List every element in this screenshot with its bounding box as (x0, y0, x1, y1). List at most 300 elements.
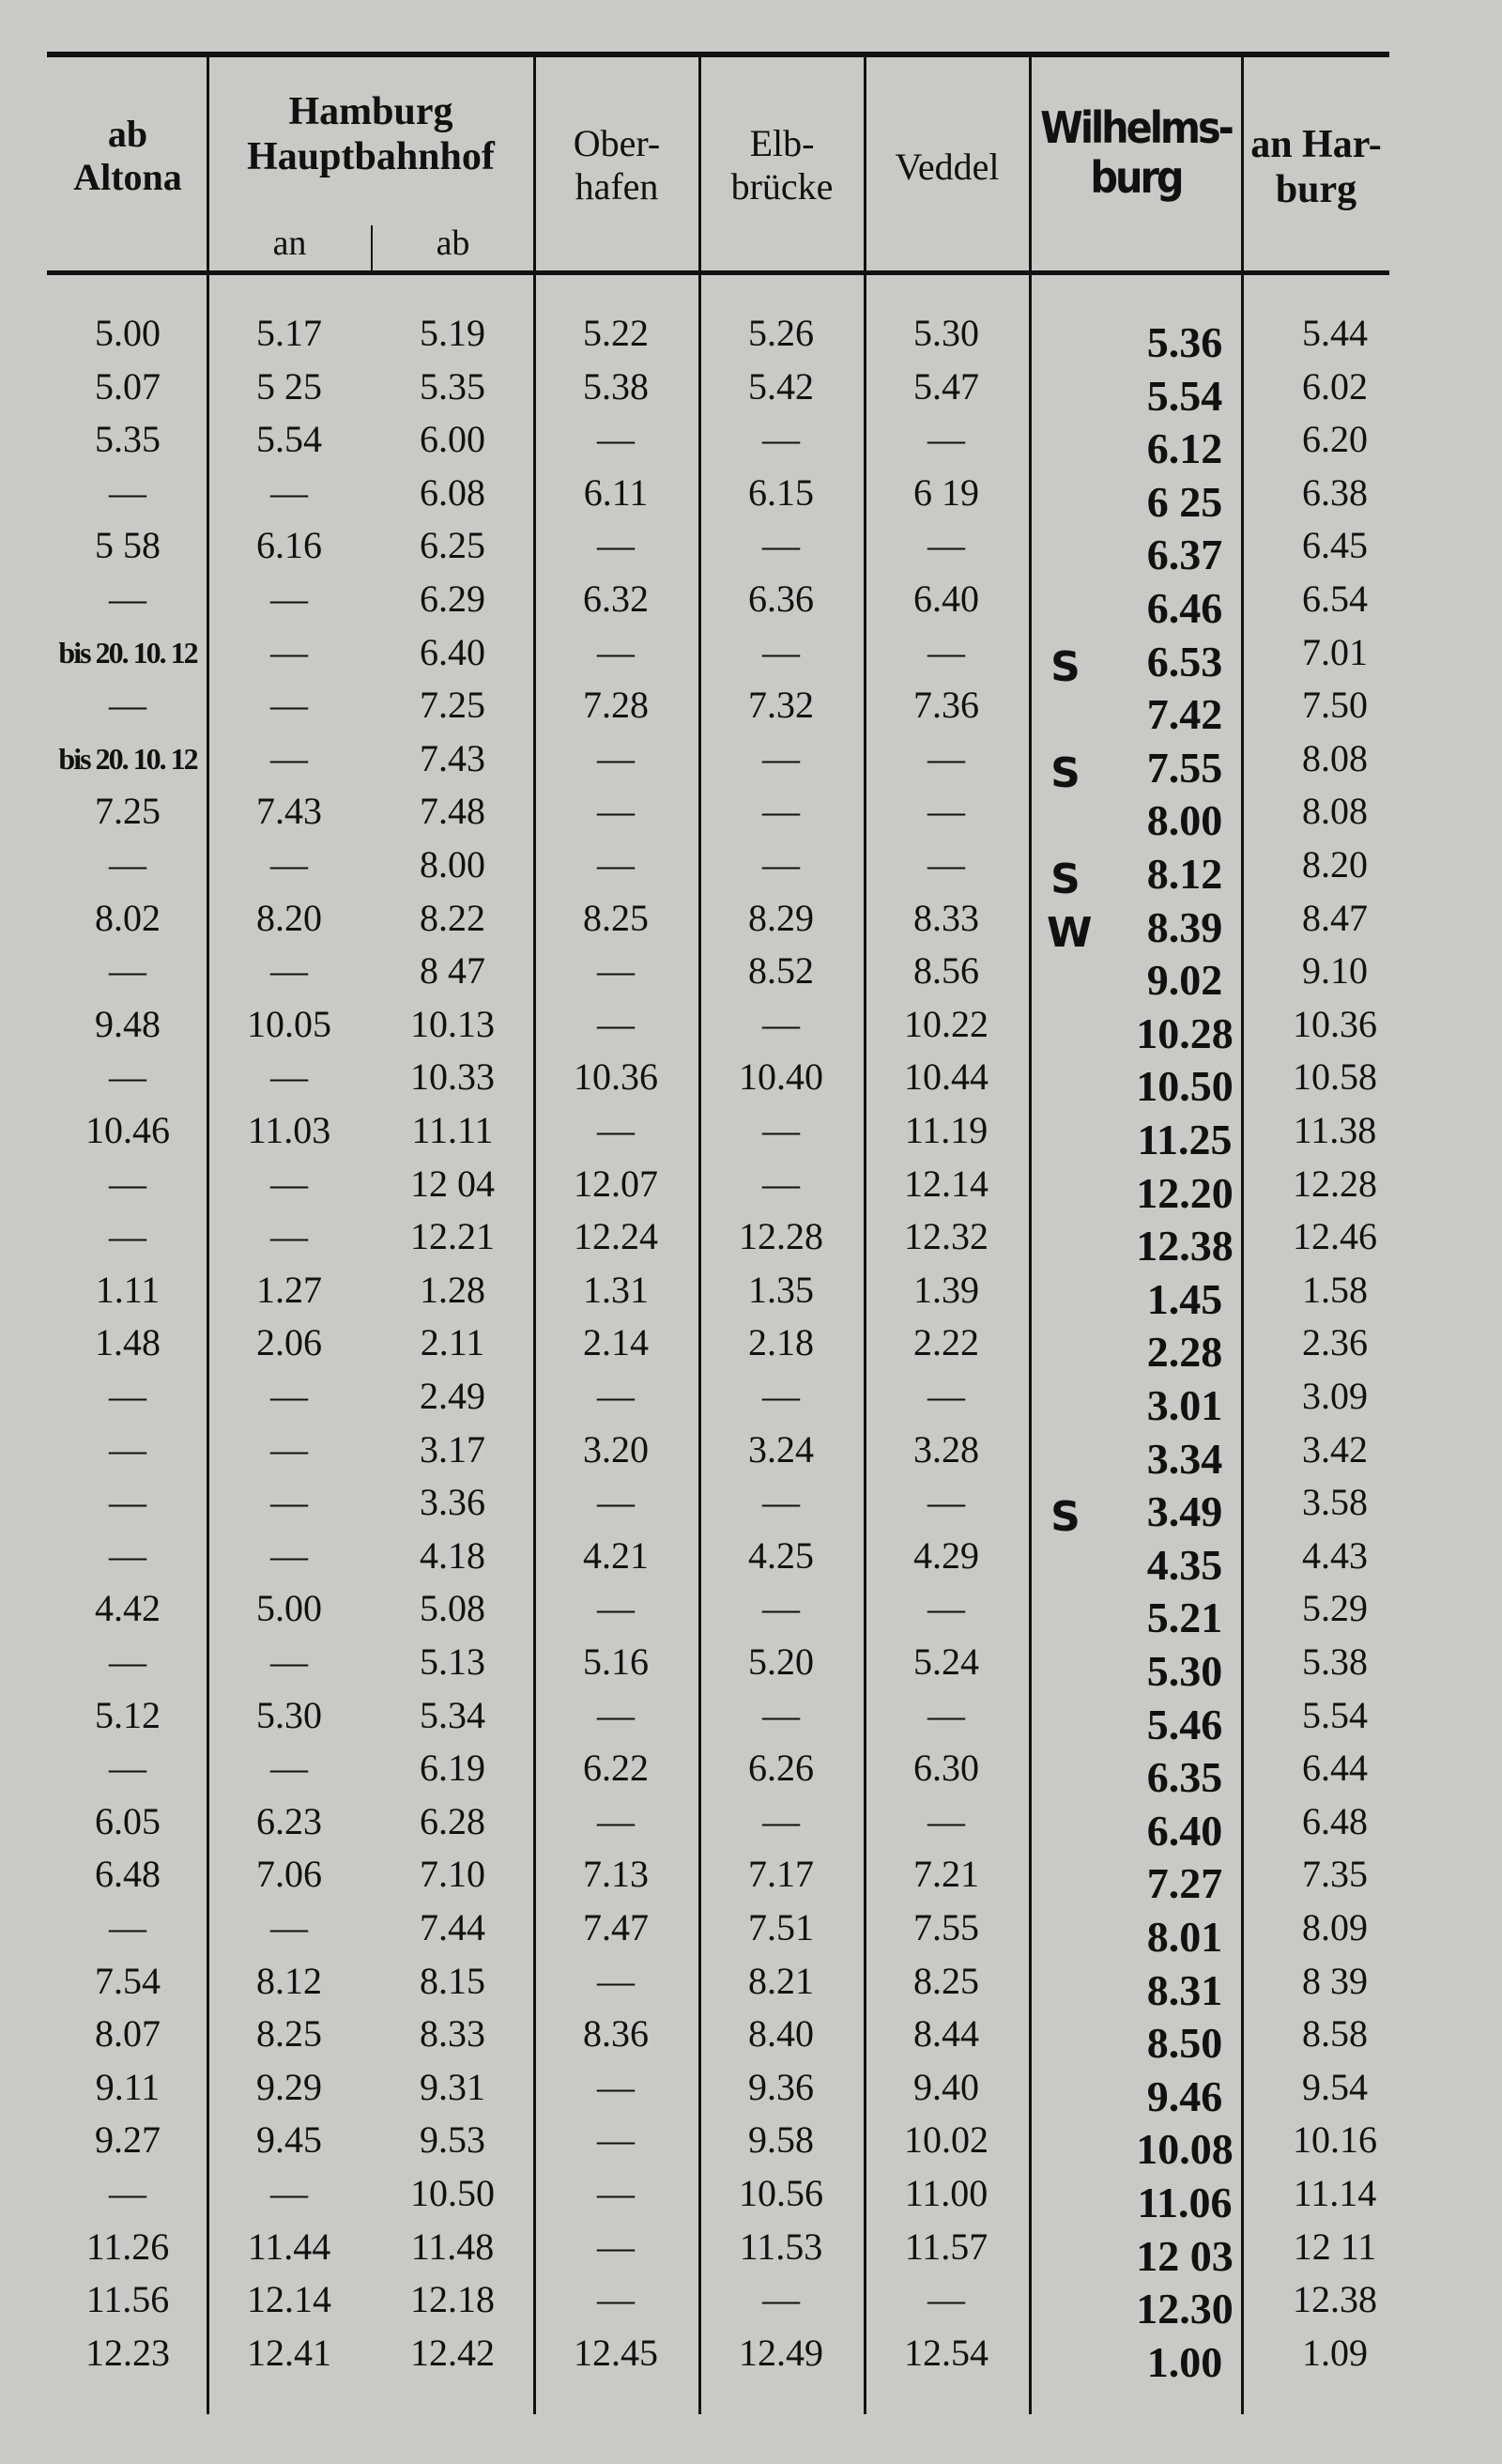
time-wilhelmsburg: 8.12 (1146, 850, 1223, 898)
service-mark-w: W (1047, 908, 1093, 957)
time-harburg: 9.54 (1302, 2065, 1368, 2108)
time-harburg: 8.58 (1302, 2012, 1368, 2056)
time-hbf-an: 9.45 (256, 2118, 322, 2162)
time-hbf-ab: 9.31 (420, 2065, 485, 2108)
time-hbf-ab: 6.25 (420, 524, 485, 567)
time-oberhafen: — (597, 630, 635, 673)
time-altona: 10.46 (85, 1109, 170, 1151)
time-harburg: 5.38 (1302, 1640, 1368, 1683)
time-hbf-ab: 6.40 (420, 630, 485, 673)
time-harburg: 8.20 (1302, 843, 1368, 886)
time-veddel: — (927, 1481, 965, 1524)
time-hbf-ab: 9.53 (420, 2118, 485, 2162)
time-wilhelmsburg: 4.35 (1146, 1540, 1223, 1589)
time-altona: 5 58 (95, 524, 161, 567)
time-hbf-ab: 6.08 (420, 470, 485, 514)
time-oberhafen: 8.36 (583, 2012, 649, 2056)
time-oberhafen: — (597, 524, 635, 567)
time-harburg: 6.48 (1302, 1799, 1368, 1842)
time-altona: — (109, 843, 146, 886)
time-elbbruecke: — (762, 1799, 800, 1842)
time-wilhelmsburg: 8.01 (1146, 1913, 1223, 1961)
time-hbf-an: — (270, 684, 308, 727)
time-altona: 8.07 (95, 2012, 161, 2056)
time-hbf-ab: 8.22 (420, 896, 485, 939)
time-hbf-an: 8.25 (256, 2012, 322, 2056)
time-elbbruecke: — (762, 630, 800, 673)
time-hbf-an: — (270, 949, 308, 993)
time-wilhelmsburg: 10.28 (1136, 1009, 1234, 1057)
time-veddel: — (927, 843, 965, 886)
time-hbf-an: 12.41 (247, 2331, 331, 2374)
time-wilhelmsburg: 6.35 (1146, 1753, 1223, 1802)
time-altona: 5.35 (95, 418, 161, 461)
time-harburg: 6.02 (1302, 364, 1368, 408)
time-hbf-ab: 6.19 (420, 1747, 485, 1790)
time-hbf-an: 11.44 (247, 2225, 331, 2268)
time-harburg: 1.58 (1302, 1268, 1368, 1311)
time-hbf-an: 9.29 (256, 2065, 322, 2108)
time-oberhafen: 6.22 (583, 1747, 649, 1790)
time-wilhelmsburg: 5.54 (1146, 371, 1223, 420)
time-harburg: 6.45 (1302, 524, 1368, 567)
time-harburg: 11.14 (1293, 2172, 1377, 2214)
time-altona: 11.56 (85, 2278, 170, 2321)
time-veddel: 4.29 (913, 1533, 979, 1577)
time-harburg: 12.28 (1293, 1162, 1377, 1205)
time-oberhafen: — (597, 1587, 635, 1630)
time-hbf-an: — (270, 843, 308, 886)
time-hbf-an: 5.54 (256, 418, 322, 461)
time-veddel: — (927, 790, 965, 833)
time-elbbruecke: 12.49 (739, 2331, 823, 2374)
time-harburg: 8.09 (1302, 1906, 1368, 1948)
time-altona: 9.48 (95, 1002, 161, 1045)
time-wilhelmsburg: 12.38 (1136, 1222, 1234, 1270)
time-altona: — (109, 1747, 146, 1790)
time-veddel: 8.44 (913, 2012, 979, 2056)
time-veddel: 12.54 (904, 2331, 989, 2374)
time-harburg: 11.38 (1293, 1109, 1377, 1151)
time-wilhelmsburg: 3.49 (1146, 1487, 1223, 1536)
time-hbf-ab: 5.34 (420, 1693, 485, 1736)
time-altona: bis 20. 10. 12 (58, 741, 197, 776)
time-harburg: 5.54 (1302, 1693, 1368, 1736)
time-hbf-ab: 5.13 (420, 1640, 485, 1683)
time-veddel: 6.30 (913, 1747, 979, 1790)
time-hbf-an: 1.27 (256, 1268, 322, 1311)
time-wilhelmsburg: 8.50 (1146, 2019, 1223, 2068)
time-elbbruecke: — (762, 790, 800, 833)
time-harburg: 7.01 (1302, 630, 1368, 673)
time-hbf-ab: 7.25 (420, 684, 485, 727)
time-oberhafen: — (597, 1959, 635, 2002)
header-veddel: Veddel (895, 146, 1000, 188)
time-elbbruecke: 5.20 (748, 1640, 814, 1683)
time-veddel: 12.14 (904, 1162, 989, 1205)
time-wilhelmsburg: 9.46 (1146, 2071, 1223, 2120)
time-elbbruecke: 4.25 (748, 1533, 814, 1577)
time-wilhelmsburg: 12.20 (1136, 1168, 1234, 1217)
time-hbf-ab: 11.11 (411, 1109, 494, 1151)
time-elbbruecke: 6.15 (748, 470, 814, 514)
time-veddel: — (927, 1799, 965, 1842)
time-hbf-an: — (270, 2172, 308, 2214)
time-altona: — (109, 1640, 146, 1683)
time-wilhelmsburg: 11.25 (1137, 1116, 1233, 1163)
header-hamburg: Hamburg Hauptbahnhof (247, 90, 495, 179)
time-hbf-ab: 1.28 (420, 1268, 485, 1311)
time-altona: — (109, 1375, 146, 1417)
time-veddel: 8.25 (913, 1959, 979, 2002)
time-hbf-ab: 10.50 (410, 2172, 495, 2214)
time-hbf-an: — (270, 1375, 308, 1417)
header-altona: ab Altona (73, 113, 182, 198)
time-oberhafen: 1.31 (583, 1268, 649, 1311)
time-hbf-ab: 5.19 (420, 312, 485, 354)
time-altona: — (109, 1162, 146, 1205)
time-hbf-an: — (270, 1162, 308, 1205)
time-harburg: 6.54 (1302, 578, 1368, 620)
time-hbf-ab: 7.10 (420, 1853, 485, 1896)
time-wilhelmsburg: 10.50 (1136, 1062, 1234, 1111)
time-harburg: 12 11 (1293, 2225, 1377, 2268)
time-harburg: 8.08 (1302, 736, 1368, 779)
time-veddel: — (927, 418, 965, 461)
time-elbbruecke: 12.28 (739, 1215, 823, 1258)
time-hbf-ab: 6.00 (420, 418, 485, 461)
time-wilhelmsburg: 8.00 (1146, 796, 1223, 845)
time-hbf-ab: 10.13 (410, 1002, 495, 1045)
time-elbbruecke: 7.17 (748, 1853, 814, 1896)
time-hbf-an: 5.17 (256, 312, 322, 354)
time-harburg: 8 39 (1302, 1959, 1368, 2002)
time-hbf-an: 5 25 (256, 364, 322, 408)
time-veddel: 7.21 (913, 1853, 979, 1896)
time-elbbruecke: 7.32 (748, 684, 814, 727)
time-hbf-ab: 8.15 (420, 1959, 485, 2002)
time-harburg: 7.35 (1302, 1853, 1368, 1896)
time-veddel: 6 19 (913, 470, 979, 514)
time-wilhelmsburg: 5.36 (1146, 318, 1223, 366)
time-oberhafen: — (597, 2118, 635, 2162)
col-divider (1029, 57, 1032, 2414)
time-elbbruecke: — (762, 1481, 800, 1524)
time-oberhafen: — (597, 1799, 635, 1842)
time-altona: 5.12 (95, 1693, 161, 1736)
time-altona: 7.54 (95, 1959, 161, 2002)
time-hbf-an: 10.05 (247, 1002, 331, 1045)
time-wilhelmsburg: 5.30 (1146, 1647, 1223, 1695)
time-elbbruecke: — (762, 524, 800, 567)
time-hbf-ab: 2.11 (420, 1321, 485, 1364)
time-elbbruecke: — (762, 1375, 800, 1417)
time-elbbruecke: — (762, 1002, 800, 1045)
time-harburg: 5.29 (1302, 1587, 1368, 1630)
time-hbf-ab: 5.35 (420, 364, 485, 408)
time-harburg: 6.20 (1302, 418, 1368, 461)
time-wilhelmsburg: 7.27 (1146, 1859, 1223, 1908)
time-veddel: 6.40 (913, 578, 979, 620)
time-altona: 7.25 (95, 790, 161, 833)
time-altona: — (109, 684, 146, 727)
header-hamburg-an: an (272, 223, 307, 263)
time-wilhelmsburg: 5.21 (1146, 1594, 1223, 1642)
time-hbf-ab: 6.28 (420, 1799, 485, 1842)
time-altona: — (109, 1215, 146, 1258)
time-veddel: — (927, 2278, 965, 2321)
time-veddel: 9.40 (913, 2065, 979, 2108)
time-oberhafen: 12.24 (574, 1215, 658, 1258)
time-hbf-an: — (270, 1215, 308, 1258)
time-elbbruecke: — (762, 1693, 800, 1736)
time-wilhelmsburg: 7.55 (1146, 743, 1223, 792)
time-harburg: 2.36 (1302, 1321, 1368, 1364)
time-wilhelmsburg: 5.46 (1146, 1700, 1223, 1748)
time-altona: 1.48 (95, 1321, 161, 1364)
time-veddel: 1.39 (913, 1268, 979, 1311)
time-wilhelmsburg: 6.46 (1146, 584, 1223, 632)
time-hbf-an: — (270, 1640, 308, 1683)
time-harburg: 3.42 (1302, 1427, 1368, 1471)
time-hbf-ab: 12.42 (410, 2331, 495, 2374)
time-hbf-an: — (270, 1533, 308, 1577)
time-wilhelmsburg: 1.45 (1146, 1274, 1223, 1323)
time-veddel: 5.30 (913, 312, 979, 354)
time-elbbruecke: 10.56 (739, 2172, 823, 2214)
time-wilhelmsburg: 3.01 (1146, 1381, 1223, 1429)
time-hbf-ab: 12.18 (410, 2278, 495, 2321)
time-altona: 1.11 (95, 1268, 161, 1311)
header-wilhelmsburg: Wilhelms- burg (1040, 102, 1232, 203)
time-altona: — (109, 1427, 146, 1471)
time-harburg: 12.46 (1293, 1215, 1377, 1258)
time-veddel: 11.19 (904, 1109, 989, 1151)
time-hbf-an: — (270, 1055, 308, 1099)
time-wilhelmsburg: 3.34 (1146, 1434, 1223, 1483)
time-oberhafen: 5.16 (583, 1640, 649, 1683)
time-wilhelmsburg: 8.39 (1146, 902, 1223, 951)
time-hbf-ab: 10.33 (410, 1055, 495, 1099)
time-elbbruecke: — (762, 1109, 800, 1151)
time-hbf-an: 5.30 (256, 1693, 322, 1736)
time-oberhafen: 3.20 (583, 1427, 649, 1471)
time-veddel: 11.00 (904, 2172, 989, 2214)
time-hbf-ab: 8.00 (420, 843, 485, 886)
time-hbf-an: 8.12 (256, 1959, 322, 2002)
time-hbf-ab: 7.48 (420, 790, 485, 833)
time-wilhelmsburg: 6.53 (1146, 637, 1223, 685)
time-harburg: 10.16 (1293, 2118, 1377, 2162)
time-hbf-an: — (270, 1427, 308, 1471)
time-oberhafen: 5.22 (583, 312, 649, 354)
time-oberhafen: — (597, 1109, 635, 1151)
time-hbf-ab: 7.43 (420, 736, 485, 779)
time-oberhafen: — (597, 1375, 635, 1417)
time-elbbruecke: — (762, 2278, 800, 2321)
time-altona: 6.05 (95, 1799, 161, 1842)
time-altona: 9.11 (95, 2065, 161, 2108)
time-wilhelmsburg: 6.12 (1146, 424, 1223, 473)
time-oberhafen: — (597, 1481, 635, 1524)
time-altona: 5.07 (95, 364, 161, 408)
time-hbf-ab: 6.29 (420, 578, 485, 620)
time-oberhafen: — (597, 2065, 635, 2108)
time-altona: 12.23 (85, 2331, 170, 2374)
time-elbbruecke: 5.26 (748, 312, 814, 354)
time-hbf-an: 5.00 (256, 1587, 322, 1630)
time-oberhafen: — (597, 843, 635, 886)
time-hbf-ab: 2.49 (420, 1375, 485, 1417)
time-veddel: 3.28 (913, 1427, 979, 1471)
time-elbbruecke: 6.36 (748, 578, 814, 620)
time-elbbruecke: 8.21 (748, 1959, 814, 2002)
time-altona: 6.48 (95, 1853, 161, 1896)
time-altona: 11.26 (85, 2225, 170, 2268)
time-altona: 5.00 (95, 312, 161, 354)
time-hbf-ab: 3.36 (420, 1481, 485, 1524)
service-mark-s: S (1050, 748, 1081, 797)
time-veddel: 5.47 (913, 364, 979, 408)
time-altona: — (109, 1055, 146, 1099)
time-veddel: 7.55 (913, 1906, 979, 1948)
time-altona: — (109, 2172, 146, 2214)
time-oberhafen: 2.14 (583, 1321, 649, 1364)
time-oberhafen: 6.11 (583, 470, 649, 514)
time-hbf-an: — (270, 1906, 308, 1948)
time-elbbruecke: — (762, 736, 800, 779)
time-veddel: 10.44 (904, 1055, 989, 1099)
time-elbbruecke: 10.40 (739, 1055, 823, 1099)
time-wilhelmsburg: 1.00 (1146, 2337, 1223, 2386)
service-mark-s: S (1050, 1493, 1081, 1542)
time-hbf-ab: 11.48 (410, 2225, 495, 2268)
time-harburg: 3.09 (1302, 1375, 1368, 1417)
time-oberhafen: 8.25 (583, 896, 649, 939)
time-altona: — (109, 1906, 146, 1948)
time-oberhafen: 4.21 (583, 1533, 649, 1577)
header-elbbruecke: Elb- brücke (730, 122, 834, 208)
time-hbf-an: — (270, 470, 308, 514)
time-elbbruecke: 1.35 (748, 1268, 814, 1311)
time-veddel: — (927, 630, 965, 673)
time-elbbruecke: — (762, 1162, 800, 1205)
time-hbf-an: 7.06 (256, 1853, 322, 1896)
time-oberhafen: 12.07 (574, 1162, 658, 1205)
time-harburg: 6.38 (1302, 470, 1368, 514)
time-oberhafen: — (597, 949, 635, 993)
time-altona: 4.42 (95, 1587, 161, 1630)
time-elbbruecke: — (762, 1587, 800, 1630)
time-hbf-ab: 3.17 (420, 1427, 485, 1471)
time-hbf-an: — (270, 1481, 308, 1524)
time-oberhafen: — (597, 1002, 635, 1045)
time-wilhelmsburg: 8.31 (1146, 1965, 1223, 2014)
header-harburg: an Har- burg (1250, 123, 1382, 212)
time-wilhelmsburg: 6 25 (1146, 477, 1223, 526)
time-wilhelmsburg: 12.30 (1136, 2285, 1234, 2333)
time-altona: 8.02 (95, 896, 161, 939)
header-oberhafen: Ober- hafen (573, 122, 661, 208)
time-oberhafen: — (597, 2172, 635, 2214)
time-oberhafen: 7.13 (583, 1853, 649, 1896)
time-veddel: 10.22 (904, 1002, 989, 1045)
time-altona: — (109, 578, 146, 620)
time-veddel: — (927, 524, 965, 567)
time-veddel: 12.32 (904, 1215, 989, 1258)
time-hbf-ab: 8 47 (420, 949, 485, 993)
time-oberhafen: — (597, 736, 635, 779)
service-mark-s: S (1050, 642, 1081, 691)
time-oberhafen: 5.38 (583, 364, 649, 408)
time-elbbruecke: 7.51 (748, 1906, 814, 1948)
time-harburg: 7.50 (1302, 684, 1368, 727)
time-hbf-ab: 4.18 (420, 1533, 485, 1577)
time-harburg: 1.09 (1302, 2331, 1368, 2374)
time-veddel: — (927, 1375, 965, 1417)
time-oberhafen: 7.28 (583, 684, 649, 727)
time-veddel: 10.02 (904, 2118, 989, 2162)
time-altona: — (109, 949, 146, 993)
time-veddel: 2.22 (913, 1321, 979, 1364)
time-elbbruecke: 8.40 (748, 2012, 814, 2056)
time-hbf-an: 6.16 (256, 524, 322, 567)
time-elbbruecke: — (762, 843, 800, 886)
time-elbbruecke: 5.42 (748, 364, 814, 408)
time-veddel: 11.57 (904, 2225, 989, 2268)
time-elbbruecke: 6.26 (748, 1747, 814, 1790)
time-elbbruecke: 9.36 (748, 2065, 814, 2108)
time-veddel: — (927, 1587, 965, 1630)
time-veddel: 8.33 (913, 896, 979, 939)
time-elbbruecke: 3.24 (748, 1427, 814, 1471)
time-wilhelmsburg: 11.06 (1137, 2179, 1233, 2226)
time-hbf-ab: 5.08 (420, 1587, 485, 1630)
time-veddel: 8.56 (913, 949, 979, 993)
time-hbf-ab: 12 04 (410, 1162, 495, 1205)
time-elbbruecke: 2.18 (748, 1321, 814, 1364)
time-hbf-an: 7.43 (256, 790, 322, 833)
time-oberhafen: — (597, 1693, 635, 1736)
time-veddel: — (927, 1693, 965, 1736)
time-veddel: — (927, 736, 965, 779)
time-oberhafen: 12.45 (574, 2331, 658, 2374)
time-altona: — (109, 1533, 146, 1577)
time-harburg: 9.10 (1302, 949, 1368, 993)
time-elbbruecke: 9.58 (748, 2118, 814, 2162)
time-hbf-an: 6.23 (256, 1799, 322, 1842)
time-harburg: 12.38 (1293, 2278, 1377, 2321)
top-rule (47, 52, 1389, 57)
time-altona: 9.27 (95, 2118, 161, 2162)
time-wilhelmsburg: 10.08 (1136, 2125, 1234, 2174)
time-oberhafen: — (597, 2225, 635, 2268)
time-elbbruecke: — (762, 418, 800, 461)
time-harburg: 10.58 (1293, 1055, 1377, 1099)
time-hbf-an: 2.06 (256, 1321, 322, 1364)
time-hbf-an: 11.03 (247, 1109, 331, 1151)
time-hbf-ab: 7.44 (420, 1906, 485, 1948)
time-wilhelmsburg: 6.40 (1146, 1806, 1223, 1855)
time-elbbruecke: 8.52 (748, 949, 814, 993)
header-hamburg-ab: ab (436, 223, 470, 263)
time-wilhelmsburg: 7.42 (1146, 690, 1223, 739)
time-wilhelmsburg: 2.28 (1146, 1328, 1223, 1377)
time-harburg: 10.36 (1293, 1002, 1377, 1045)
time-hbf-an: 8.20 (256, 896, 322, 939)
time-wilhelmsburg: 6.37 (1146, 531, 1223, 579)
time-harburg: 8.47 (1302, 896, 1368, 939)
